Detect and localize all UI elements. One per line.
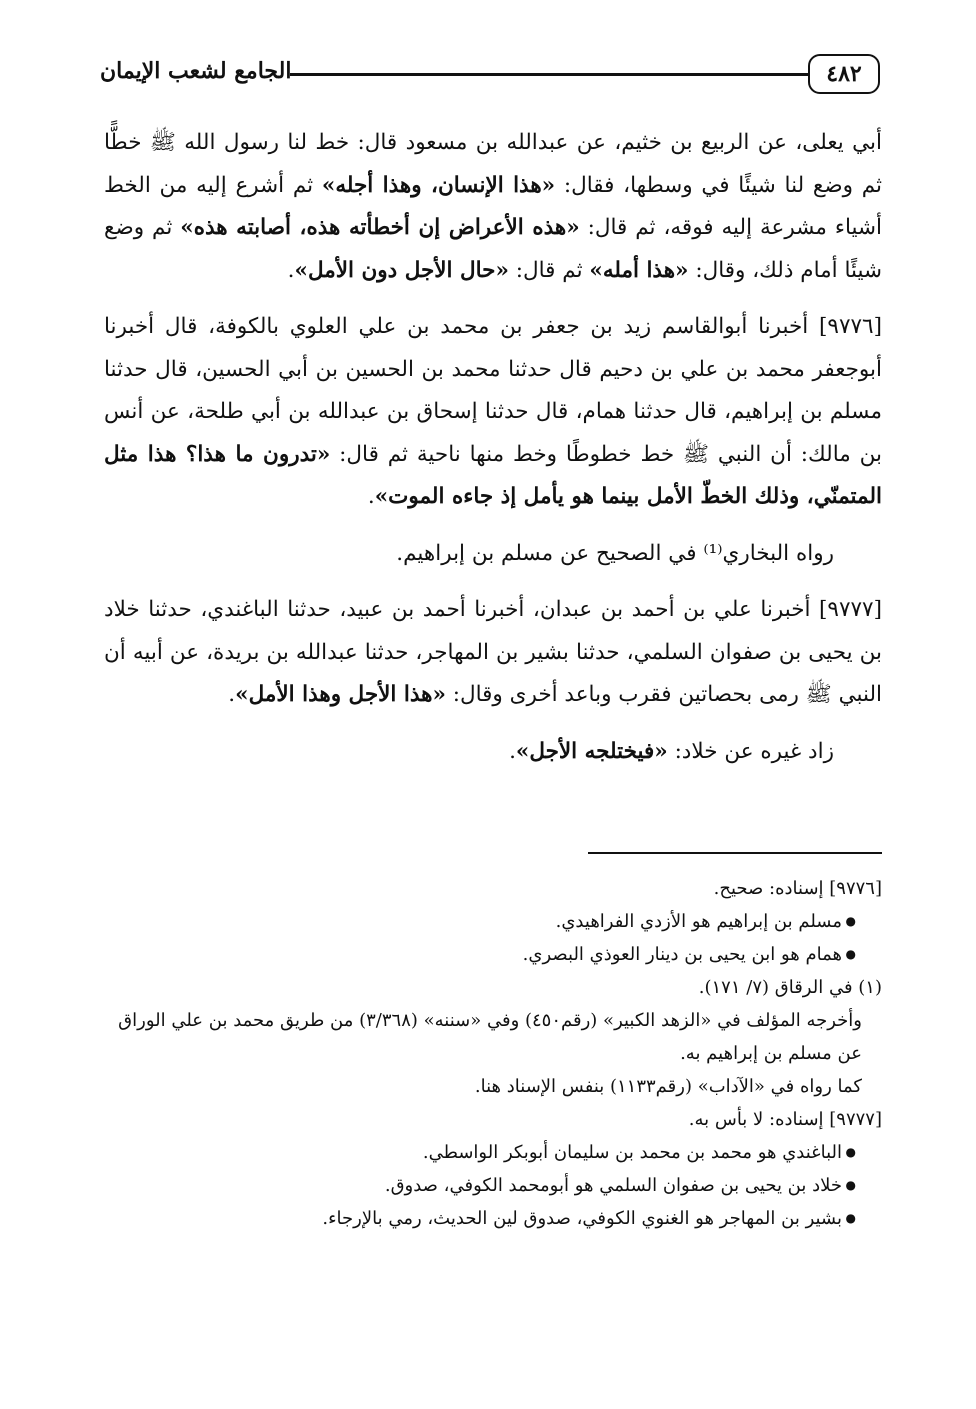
quote: «هذا أمله» — [589, 257, 689, 283]
paragraph-2 — [104, 306, 882, 519]
text-run: أبي يعلى، عن الربيع بن خثيم، عن عبدالله بن مسعود قال: خط لنا رسول الله ﷺ خطًّا ثم وضع لنا شيئًا في وسطها، فقال: — [104, 130, 882, 198]
text-run: زاد غيره عن خلاد: — [667, 738, 834, 764]
text-run: ثم قال: — [508, 257, 590, 283]
paragraph-1 — [104, 122, 882, 292]
quote: «فيختلجه الأجل» — [515, 738, 668, 764]
footnote-9777-grade: [٩٧٧٧] إسناده: لا بأس به. — [688, 1109, 882, 1130]
footnote-bullet: ● مسلم بن إبراهيم هو الأزدي الفراهيدي. — [104, 905, 882, 938]
text-run: [٩٧٧٧] أخبرنا علي بن أحمد بن عبدان، أخبرنا أحمد بن عبيد، حدثنا الباغندي، حدثنا خلاد بن يحيى بن صفوان السلمي، حدثنا بشير بن المهاجر، حدثنا عبدالله بن بريدة، عن أبيه أن النبي ﷺ رمى بحصاتين فقرب وباعد أخرى وقال: — [104, 597, 882, 707]
header-rule — [290, 73, 808, 76]
paragraph-5 — [104, 731, 882, 774]
text-run: [٩٧٧٦] أخبرنا أبوالقاسم زيد بن جعفر بن محمد بن علي العلوي بالكوفة، قال أخبرنا أبوجعفر محمد بن علي بن دحيم قال حدثنا محمد بن الحسين بن أبي الحسين، قال حدثنا مسلم بن إبراهيم، قال حدثنا همام، قال حدثنا إسحاق بن عبدالله بن أبي طلحة، عن أنس بن مالك: أن النبي ﷺ خط خطوطًا وخط منها ناحية ثم قال: — [104, 314, 882, 467]
footnote-bullet: ● بشير بن المهاجر هو الغنوي الكوفي، صدوق لين الحديث، رمي بالإرجاء. — [104, 1202, 882, 1235]
footnote-bullet: ● همام هو ابن يحيى بن دينار العوذي البصري. — [104, 938, 882, 971]
footnote-1: (١) في الرقاق (٧/ ١٧١). — [698, 977, 882, 998]
footnote-takhrij-2: كما رواه في «الآداب» (رقم١١٣٣) بنفس الإسناد هنا. — [474, 1076, 862, 1097]
footnote-bullet: ● خلاد بن يحيى بن صفوان السلمي هو أبومحمد الكوفي، صدوق. — [104, 1169, 882, 1202]
paragraph-4 — [104, 589, 882, 717]
book-title: الجامع لشعب الإيمان — [100, 58, 292, 84]
text-run: ثم أشرع إليه من الخط أشياء مشرعة إليه فوقه، ثم قال: — [104, 172, 882, 240]
footnotes — [104, 872, 882, 1235]
text-run: . — [287, 257, 295, 283]
running-header — [100, 52, 880, 102]
page-number: ٤٨٢ — [808, 54, 880, 94]
footnote-9776-grade: [٩٧٧٦] إسناده: صحيح. — [713, 878, 882, 899]
quote: «هذا الأجل وهذا الأمل» — [235, 682, 446, 707]
main-text — [104, 122, 882, 773]
text-run: . — [228, 682, 236, 707]
quote: «تدرون ما هذا؟ هذا مثل المتمنّي، وذلك الخطّ الأمل بينما هو يأمل إذ جاءه الموت» — [104, 441, 882, 509]
footnote-bullet: ● الباغندي هو محمد بن محمد بن سليمان أبوبكر الواسطي. — [104, 1136, 882, 1169]
paragraph-3: رواه البخاري⁽¹⁾ في الصحيح عن مسلم بن إبراهيم. — [396, 540, 834, 566]
quote: «حال الأجل دون الأمل» — [294, 257, 509, 283]
quote: «هذه الأعراض إن أخطأته هذه، أصابته هذه» — [180, 215, 580, 240]
footnote-takhrij: وأخرجه المؤلف في «الزهد الكبير» (رقم٤٥٠) وفي «سننه» (٣/٣٦٨) من طريق محمد بن علي الوراق عن مسلم بن إبراهيم به. — [118, 1010, 862, 1064]
text-run: ثم وضع شيئًا أمام ذلك، وقال: — [104, 215, 882, 283]
quote: «هذا الإنسان، وهذا أجله» — [321, 172, 556, 198]
text-run: . — [367, 484, 375, 509]
text-run: . — [509, 738, 516, 764]
footnote-separator — [588, 852, 882, 854]
